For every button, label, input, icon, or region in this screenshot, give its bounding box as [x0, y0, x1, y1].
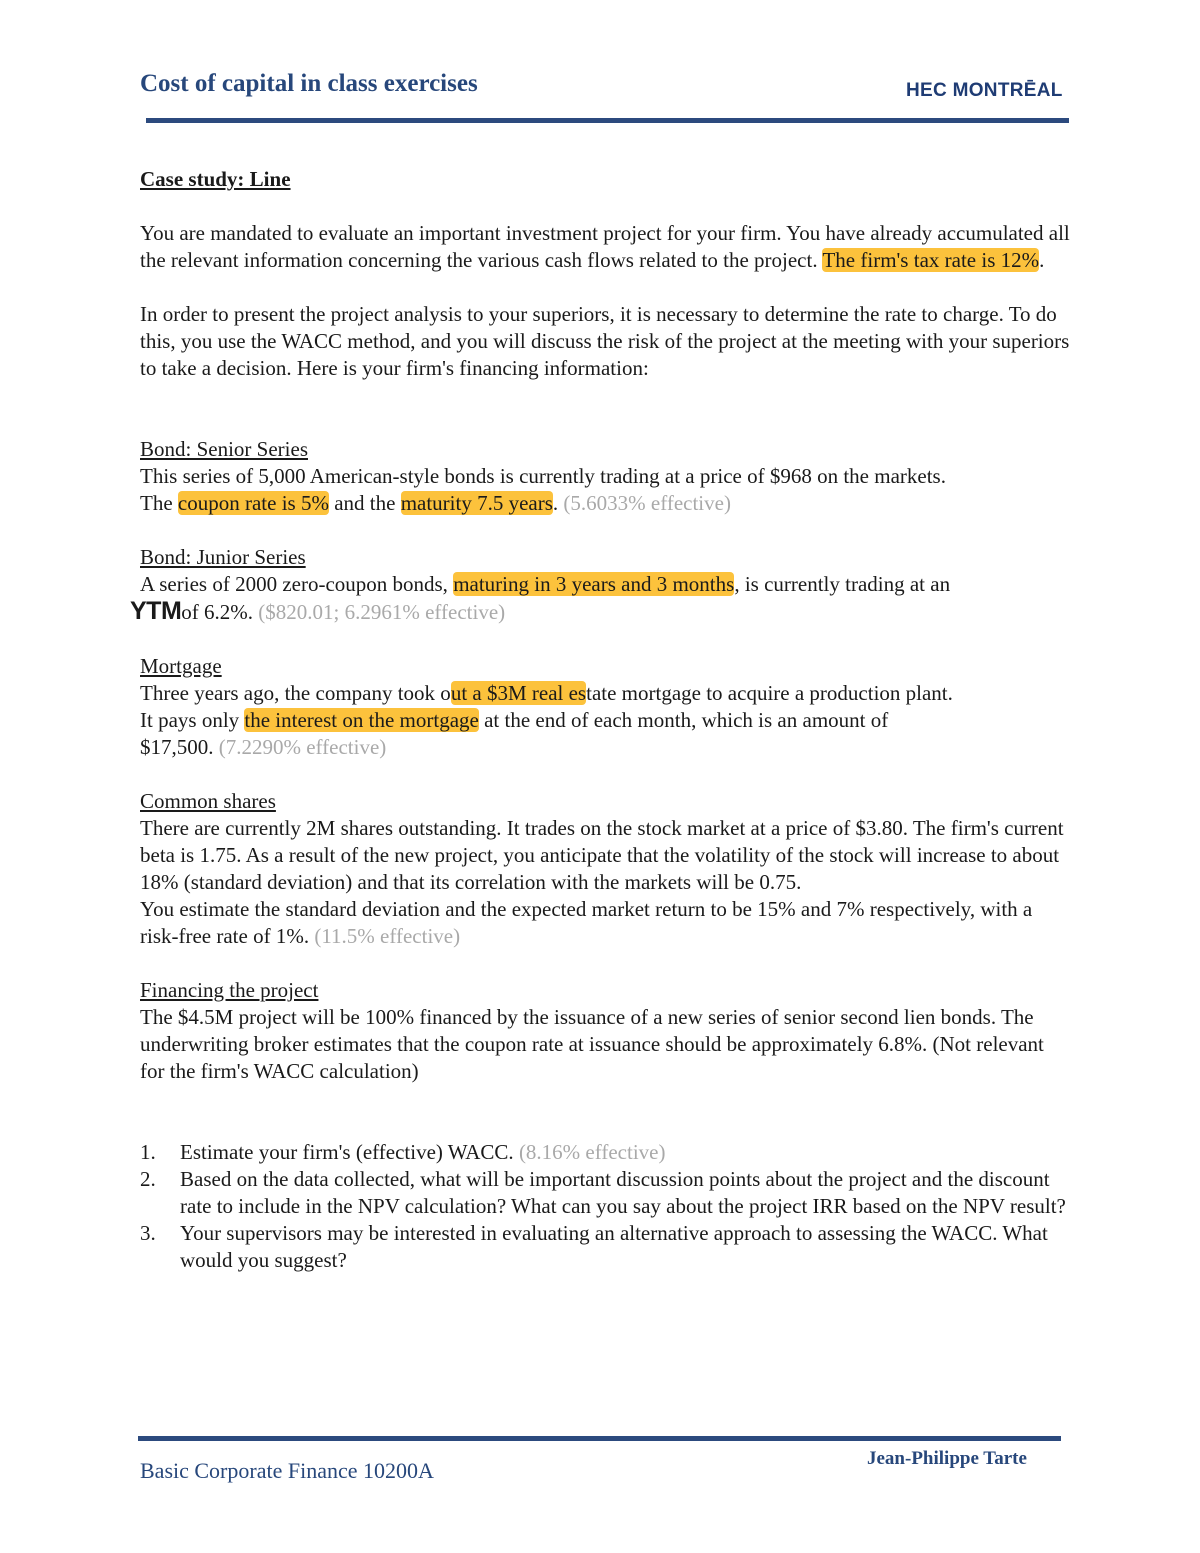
junior-bond-ytm-line [130, 597, 1070, 626]
maturity-highlight: maturity 7.5 years [400, 491, 553, 515]
question-number: 3. [140, 1221, 156, 1245]
junior-bond-text [140, 571, 1070, 598]
junior-post: , is currently trading at an [734, 572, 951, 596]
mortgage-amount: $17,500. [140, 735, 219, 759]
coupon-rate-highlight: coupon rate is 5% [177, 491, 329, 515]
question-item [140, 1220, 1070, 1274]
question-number: 1. [140, 1140, 156, 1164]
header-divider [146, 118, 1069, 123]
tax-rate-end: . [1039, 248, 1045, 272]
question-text: Based on the data collected, what will be important discussion points about the project and the discount rate to include in the NPV calculation? What can you say about the project IRR based on the NPV result? [180, 1167, 1066, 1218]
common-shares-heading: Common shares [140, 789, 276, 813]
case-study-title: Case study: Line [140, 167, 291, 191]
wacc-effective-note: (8.16% effective) [518, 1140, 666, 1164]
document-body [130, 166, 1070, 1274]
shares-estimate-text: You estimate the standard deviation and the expected market return to be 15% and 7% respectively, with a risk-free rate of 1%. [140, 897, 1033, 948]
financing-text: The $4.5M project will be 100% financed by the issuance of a new series of senior second lien bonds. The underwriting broker estimates that the coupon rate at issuance should be approximately 6.8%. (Not relevant for the firm's WACC calculation) [140, 1005, 1044, 1083]
mortgage-effective-note: (7.2290% effective) [218, 735, 387, 759]
senior-bond-text: This series of 5,000 American-style bonds is currently trading at a price of $968 on the markets. [140, 464, 946, 488]
junior-effective-note: ($820.01; 6.2961% effective) [258, 600, 506, 624]
question-text: Your supervisors may be interested in evaluating an alternative approach to assessing the WACC. What would you suggest? [180, 1221, 1048, 1272]
mortgage-pre2: It pays only [140, 708, 245, 732]
senior-effective-note: (5.6033% effective) [563, 491, 731, 515]
course-name: Basic Corporate Finance 10200A [140, 1458, 434, 1483]
senior-post: . [552, 491, 564, 515]
senior-bond-heading: Bond: Senior Series [140, 437, 308, 461]
mortgage-line-3 [140, 734, 1070, 761]
common-shares-estimate [140, 896, 1070, 950]
common-shares-text: There are currently 2M shares outstanding. It trades on the stock market at a price of $3.80. The firm's current beta is 1.75. As a result of the new project, you anticipate that the volatility of the stock will increase to about 18% (standard deviation) and that its correlation with the markets will be 0.75. [140, 816, 1064, 894]
junior-pre: A series of 2000 zero-coupon bonds, [140, 572, 454, 596]
senior-pre: The [140, 491, 178, 515]
ytm-label: YTM [130, 597, 182, 625]
question-list [140, 1139, 1070, 1274]
mortgage-post2: at the end of each month, which is an amount of [478, 708, 889, 732]
junior-rate: of 6.2%. [181, 600, 259, 624]
mortgage-line-2 [140, 707, 1070, 734]
hec-montreal-logo: HEC MONTRĒAL [906, 80, 1063, 101]
maturing-highlight: maturing in 3 years and 3 months [453, 572, 735, 596]
footer-divider [138, 1436, 1061, 1441]
mortgage-heading: Mortgage [140, 654, 222, 678]
mortgage-line-1 [140, 680, 1070, 707]
intro-text: You are mandated to evaluate an important investment project for your firm. You have already accumulated all the relevant information concerning the various cash flows related to the project. [140, 221, 1070, 272]
mortgage-post: tate mortgage to acquire a production plant. [586, 681, 953, 705]
mortgage-pre: Three years ago, the company took o [140, 681, 451, 705]
intro-paragraph [140, 220, 1070, 274]
question-text: Estimate your firm's (effective) WACC. [180, 1140, 519, 1164]
senior-mid: and the [328, 491, 401, 515]
tax-rate-highlight: The firm's tax rate is 12% [822, 248, 1040, 272]
question-item [140, 1139, 1070, 1166]
mortgage-amount-highlight: ut a $3M real es [450, 681, 587, 705]
wacc-paragraph: In order to present the project analysis to your superiors, it is necessary to determine the rate to charge. To do this, you use the WACC method, and you will discuss the risk of the project at the meeting with your superiors to take a decision. Here is your firm's financing information: [140, 302, 1070, 380]
question-number: 2. [140, 1167, 156, 1191]
mortgage-interest-highlight: the interest on the mortgage [244, 708, 479, 732]
junior-bond-heading: Bond: Junior Series [140, 545, 306, 569]
author-name: Jean-Philippe Tarte [867, 1448, 1027, 1469]
shares-effective-note: (11.5% effective) [314, 924, 461, 948]
financing-heading: Financing the project [140, 978, 319, 1002]
senior-bond-details [140, 490, 1070, 517]
question-item [140, 1166, 1070, 1220]
document-title: Cost of capital in class exercises [140, 70, 478, 97]
